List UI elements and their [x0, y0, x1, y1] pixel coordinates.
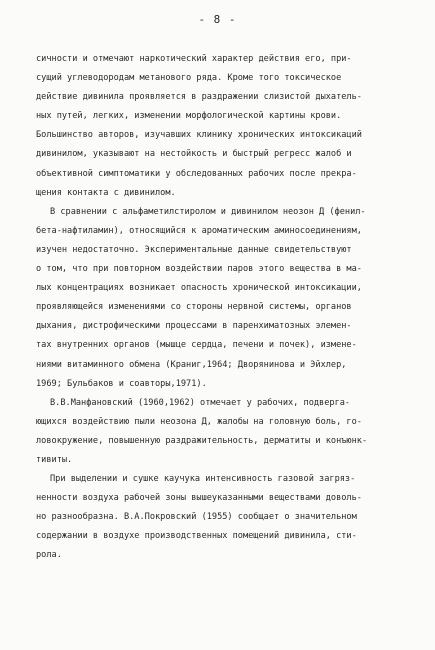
- text-line: но разнообразна. В.А.Покровский (1955) сообщает о значительном: [36, 512, 357, 523]
- text-line: тах внутренних органов (мышце сердца, печени и почек), измене-: [36, 340, 357, 351]
- text-line: тивиты.: [36, 454, 73, 465]
- text-line: изучен недостаточно. Экспериментальные данные свидетельствуют: [36, 244, 352, 255]
- text-line: При выделении и сушке каучука интенсивность газовой загряз-: [50, 474, 356, 485]
- text-line: содержании в воздухе производственных помещений дивинила, сти-: [36, 531, 357, 542]
- text-line: бета-нафтиламин), относящийся к ароматическим аминосоединениям,: [36, 225, 362, 236]
- text-line: сичности и отмечают наркотический характер действия его, при-: [36, 54, 352, 64]
- text-line: щения контакта с дивинилом.: [36, 187, 176, 198]
- text-line: 1969; Бульбаков и соавторы,1971).: [36, 378, 207, 389]
- text-line: В сравнении с альфаметилстиролом и дивинилом неозон Д (фенил-: [50, 206, 366, 217]
- text-line: ловокружение, повышенную раздражительность, дерматиты и конъюнк-: [36, 435, 368, 446]
- text-line: дыхания, дистрофическими процессами в паренхиматозных элемен-: [36, 321, 352, 332]
- text-line: действие дивинила проявляется в раздражении слизистой дыхатель-: [36, 92, 362, 103]
- text-line: лых концентрациях возникает опасность хронической интоксикации,: [36, 283, 362, 294]
- text-line: объективной симптоматики у обследованных рабочих после прекра-: [36, 168, 357, 179]
- text-line: ненности воздуха рабочей зоны вышеуказанными веществами доволь-: [36, 493, 362, 504]
- text-line: о том, что при повторном воздействии паров этого вещества в ма-: [36, 264, 362, 275]
- text-line: ющихся воздействию пыли неозона Д, жалобы на головную боль, го-: [36, 416, 362, 427]
- text-line: Большинство авторов, изучавших клинику хронических интоксикаций: [36, 130, 362, 141]
- text-line: ниями витаминного обмена (Краниг,1964; Дворянинова и Эйхлер,: [36, 359, 347, 370]
- page-number: - 8 -: [198, 13, 237, 26]
- text-line: дивинилом, указывают на нестойкость и быстрый регресс жалоб и: [36, 149, 352, 160]
- text-line: ных путей, легких, изменении морфологической картины крови.: [36, 111, 342, 122]
- text-line: В.В.Манфановский (1960,1962) отмечает у рабочих, подверга-: [50, 397, 351, 408]
- text-line: проявляющейся изменениями со стороны нервной системы, органов: [36, 302, 352, 313]
- text-line: рола.: [36, 550, 62, 561]
- body-text: [36, 50, 411, 566]
- text-line: сущий углеводородам метанового ряда. Кроме того токсическое: [36, 73, 342, 84]
